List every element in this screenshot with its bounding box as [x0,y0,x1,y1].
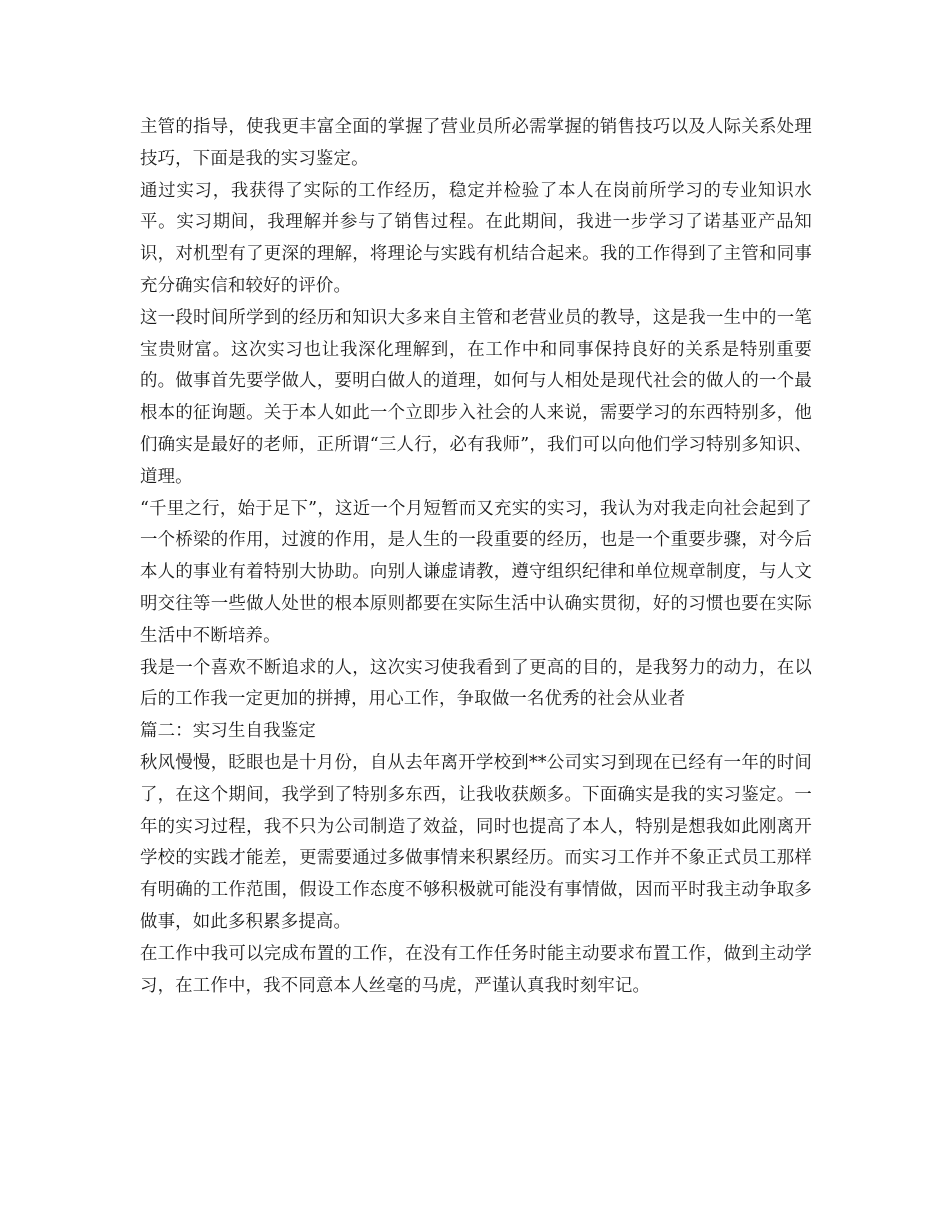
paragraph-1: 主管的指导，使我更丰富全面的掌握了营业员所必需掌握的销售技巧以及人际关系处理技巧，下面是我的实习鉴定。 [140,117,812,169]
section-paragraph-2: 在工作中我可以完成布置的工作，在没有工作任务时能主动要求布置工作，做到主动学习，在工作中，我不同意本人丝毫的马虎，严谨认真我时刻牢记。 [140,943,812,996]
section-heading: 篇二：实习生自我鉴定 [140,721,316,742]
document-body [140,112,812,1002]
section-paragraph-1: 秋风慢慢，眨眼也是十月份，自从去年离开学校到**公司实习到现在已经有一年的时间了，在这个期间，我学到了特别多东西，让我收获颇多。下面确实是我的实习鉴定。一年的实习过程，我不只为公司制造了效益，同时也提高了本人，特别是想我如此刚离开学校的实践才能差，更需要通过多做事情来积累经历。而实习工作并不象正式员工那样有明确的工作范围，假设工作态度不够积极就可能没有事情做，因而平时我主动争取多做事，如此多积累多提高。 [140,752,812,932]
paragraph-3: 这一段时间所学到的经历和知识大多来自主管和老营业员的教导，这是我一生中的一笔宝贵财富。这次实习也让我深化理解到，在工作中和同事保持良好的关系是特别重要的。做事首先要学做人，要明白做人的道理，如何与人相处是现代社会的做人的一个最根本的征询题。关于本人如此一个立即步入社会的人来说，需要学习的东西特别多，他们确实是最好的老师，正所谓“三人行，必有我师”，我们可以向他们学习特别多知识、道理。 [140,307,812,487]
paragraph-4: “千里之行，始于足下”，这近一个月短暂而又充实的实习，我认为对我走向社会起到了一个桥梁的作用，过渡的作用，是人生的一段重要的经历，也是一个重要步骤，对今后本人的事业有着特别大协助。向别人谦虚请教，遵守组织纪律和单位规章制度，与人文明交往等一些做人处世的根本原则都要在实际生活中认确实贯彻，好的习惯也要在实际生活中不断培养。 [140,498,812,646]
paragraph-2: 通过实习，我获得了实际的工作经历，稳定并检验了本人在岗前所学习的专业知识水平。实习期间，我理解并参与了销售过程。在此期间，我进一步学习了诺基亚产品知识，对机型有了更深的理解，将理论与实践有机结合起来。我的工作得到了主管和同事充分确实信和较好的评价。 [140,180,812,296]
paragraph-5: 我是一个喜欢不断追求的人，这次实习使我看到了更高的目的，是我努力的动力，在以后的工作我一定更加的拼搏，用心工作，争取做一名优秀的社会从业者 [140,657,812,710]
